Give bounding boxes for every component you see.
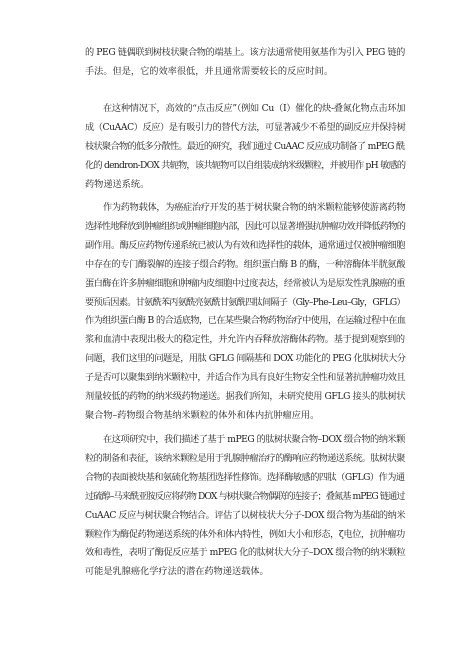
text-line: 粒的制备和表征，该纳米颗粒是用于乳腺肿瘤治疗的酶响应药物递送系统。肽树状聚 bbox=[85, 452, 405, 464]
text-line: 在这项研究中，我们描述了基于 mPEG 的肽树状聚合物–DOX 缀合物的纳米颗 bbox=[103, 434, 405, 445]
text-line: 要预后因素。甘氨酰苯丙氨酰亮氨酰甘氨酰四肽间隔子（Gly–Phe–Leu–Gly，GFLG） bbox=[85, 296, 405, 308]
text-line: 选择性地释放到肿瘤组织或肿瘤细胞内部，因此可以显著增强抗肿瘤功效并降低药物的 bbox=[85, 220, 406, 232]
text-line: 可能是乳腺癌化学疗法的潜在药物递送载体。 bbox=[85, 566, 269, 578]
text-line: 作为药物载体，为癌症治疗开发的基于树状聚合物的纳米颗粒能够使游离药物 bbox=[103, 202, 406, 213]
text-line: 过硫醇–马来酰亚胺反应将药物 DOX 与树状聚合物偶联的连接子；叠氮基 mPEG 链通过 bbox=[85, 490, 405, 502]
text-line: 药物递送系统。 bbox=[85, 178, 150, 190]
text-line: 化的 dendron-DOX 共轭物，该共轭物可以自组装成纳米级颗粒，并被用作 pH 敏感的 bbox=[85, 159, 406, 171]
text-line: 蛋白酶在许多肿瘤细胞和肿瘤内皮细胞中过度表达，经常被认为是原发性乳腺癌的重 bbox=[85, 277, 405, 289]
text-line: 颗粒作为酶促药物递送系统的体外和体内特性，例如大小和形态，ζ电位，抗肿瘤功 bbox=[85, 528, 405, 540]
text-line: 问题，我们这里的问题是，用肽 GFLG 间隔基和 DOX 功能化的 PEG 化肽树状大分 bbox=[85, 353, 406, 365]
text-line: 的 PEG 链偶联到树枝状聚合物的端基上。该方法通常使用氨基作为引入 PEG 链的 bbox=[85, 47, 405, 58]
text-line: 成（CuAAC）反应）是有吸引力的替代方法，可显著减少不希望的副反应并保持树 bbox=[85, 121, 406, 133]
paragraph-drug-carrier bbox=[85, 199, 405, 426]
paragraph-click-reaction bbox=[85, 100, 405, 195]
text-line: 作为组织蛋白酶 B 的合适底物，已在某些聚合物药物治疗中使用，在运输过程中在血 bbox=[85, 315, 406, 327]
text-line: 合物的表面被炔基和氨硫化物基团选择性修饰。选择酶敏感的四肽（GFLG）作为通 bbox=[85, 471, 405, 483]
paragraph-peg-coupling bbox=[85, 44, 405, 82]
text-line: 子是否可以聚集到纳米颗粒中，并适合作为具有良好生物安全性和显著抗肿瘤功效且 bbox=[85, 372, 405, 384]
text-line: 剂量较低的药物的纳米级药物递送。据我们所知，未研究使用 GFLG 接头的肽树状 bbox=[85, 391, 406, 403]
text-line: 聚合物–药物缀合物基纳米颗粒的体外和体内抗肿瘤应用。 bbox=[85, 409, 320, 421]
text-line: 效和毒性，表明了酶促反应基于 mPEG 化的肽树状大分子–DOX 缀合物的纳米颗粒 bbox=[85, 547, 406, 559]
text-line: 副作用。酶反应药物传递系统已被认为有效和选择性的载体，通常通过仅被肿瘤细胞 bbox=[85, 239, 405, 251]
text-line: 浆和血清中表现出极大的稳定性，并允许内吞释放溶酶体药物。基于提到观察到的 bbox=[85, 334, 405, 346]
text-line: 枝状聚合物的低多分散性。最近的研究，我们通过 CuAAC 反应成功制备了 mPEG 酰 bbox=[85, 140, 405, 152]
text-line: 手法。但是，它的效率很低，并且通常需要较长的反应时间。 bbox=[85, 65, 334, 77]
paragraph-this-study bbox=[85, 431, 405, 582]
text-line: CuAAC 反应与树状聚合物结合。评估了以树枝状大分子-DOX 缀合物为基础的纳米 bbox=[85, 509, 406, 521]
text-line: 在这种情况下，高效的“点击反应”（例如 Cu（I）催化的炔-叠氮化物点击环加 bbox=[103, 103, 406, 114]
text-line: 中存在的专门酶裂解的连接子缀合药物。组织蛋白酶 B 的酶，一种溶酶体半胱氨酸 bbox=[85, 258, 406, 270]
